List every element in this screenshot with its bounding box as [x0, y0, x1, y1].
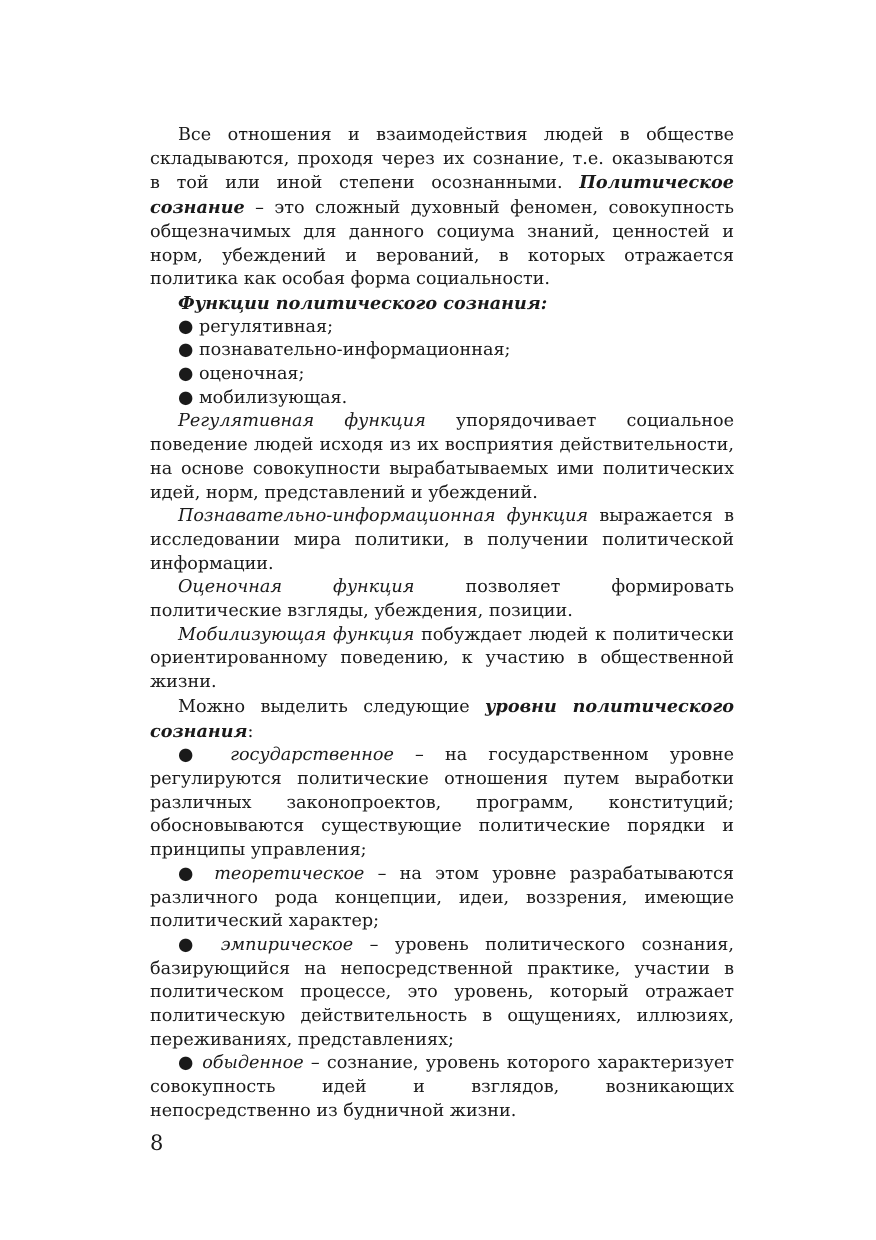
function-term: Оценочная функция: [178, 577, 415, 598]
term-levels: уровни политического сознания: [150, 695, 735, 742]
functions-heading: Функции политического сознания:: [178, 292, 548, 314]
level-text: – на этом уровне разрабатываются различного рода концепции, идеи, воззрения, имеющие политический характер;: [150, 863, 734, 932]
function-text: выражается в исследовании мира политики, в получении политической информации.: [150, 506, 734, 574]
function-list-item: ● познавательно-информационная;: [178, 340, 511, 361]
level-term: теоретическое: [214, 863, 365, 884]
mobilizing-function-paragraph: [150, 624, 734, 695]
body-text: [150, 124, 734, 1124]
function-term: Познавательно-информационная функция: [178, 506, 589, 527]
function-term: Мобилизующая функция: [178, 624, 415, 645]
function-text: позволяет формировать политические взгляды, убеждения, позиции.: [150, 577, 734, 622]
function-list-item: ● оценочная;: [178, 364, 305, 385]
function-list-item: ● регулятивная;: [178, 316, 334, 337]
level-text: – уровень политического сознания, базирующийся на непосредственной практике, участии в политическом процессе, это уровень, который отражает политическую действительность в ощущениях, иллюзиях, переживаниях, представлениях;: [150, 934, 734, 1050]
regulative-function-paragraph: [150, 410, 734, 505]
level-state-paragraph: [150, 744, 734, 863]
function-text: побуждает людей к политически ориентированному поведению, к участию в общественной жизни.: [150, 624, 734, 693]
page-number: 8: [150, 1131, 164, 1155]
function-text: упорядочивает социальное поведение людей исходя из их восприятия действительности, на основе совокупности вырабатываемых ими политических идей, норм, представлений и убеждений.: [150, 411, 734, 503]
function-term: Регулятивная функция: [178, 411, 426, 432]
levels-intro-text: Можно выделить следующие: [178, 696, 486, 717]
levels-intro-paragraph: [150, 695, 734, 744]
term-political-consciousness: Политическое сознание: [150, 172, 734, 219]
function-list-item: ● мобилизующая.: [178, 387, 348, 408]
level-text: – сознание, уровень которого характеризует совокупность идей и взглядов, возникающих непосредственно из будничной жизни.: [150, 1053, 734, 1121]
bullet-icon: ●: [178, 934, 221, 955]
cognitive-function-paragraph: [150, 505, 734, 576]
level-term: государственное: [230, 745, 394, 766]
intro-text: Все отношения и взаимодействия людей в обществе складываются, проходя через их сознание, т.е. оказываются в той или иной степени осознанными.: [150, 125, 734, 194]
level-term: обыденное: [202, 1053, 304, 1074]
bullet-icon: ●: [178, 745, 231, 766]
level-everyday-paragraph: [150, 1052, 734, 1123]
bullet-icon: ●: [178, 863, 215, 884]
level-text: – на государственном уровне регулируются политические отношения путем выработки различных законопроектов, программ, конституций; обосновываются существующие политические порядки и принципы управления;: [150, 745, 734, 861]
level-empirical-paragraph: [150, 934, 734, 1053]
levels-intro-colon: :: [247, 721, 254, 742]
level-term: эмпирическое: [220, 934, 354, 955]
intro-definition: – это сложный духовный феномен, совокупность общезначимых для данного социума знаний, ценностей и норм, убеждений и верований, в которых отражается политика как особая форма социальности.: [150, 198, 734, 290]
bullet-icon: ●: [178, 1053, 203, 1074]
intro-paragraph: [150, 124, 734, 292]
level-theoretical-paragraph: [150, 863, 734, 934]
evaluative-function-paragraph: [150, 576, 734, 623]
